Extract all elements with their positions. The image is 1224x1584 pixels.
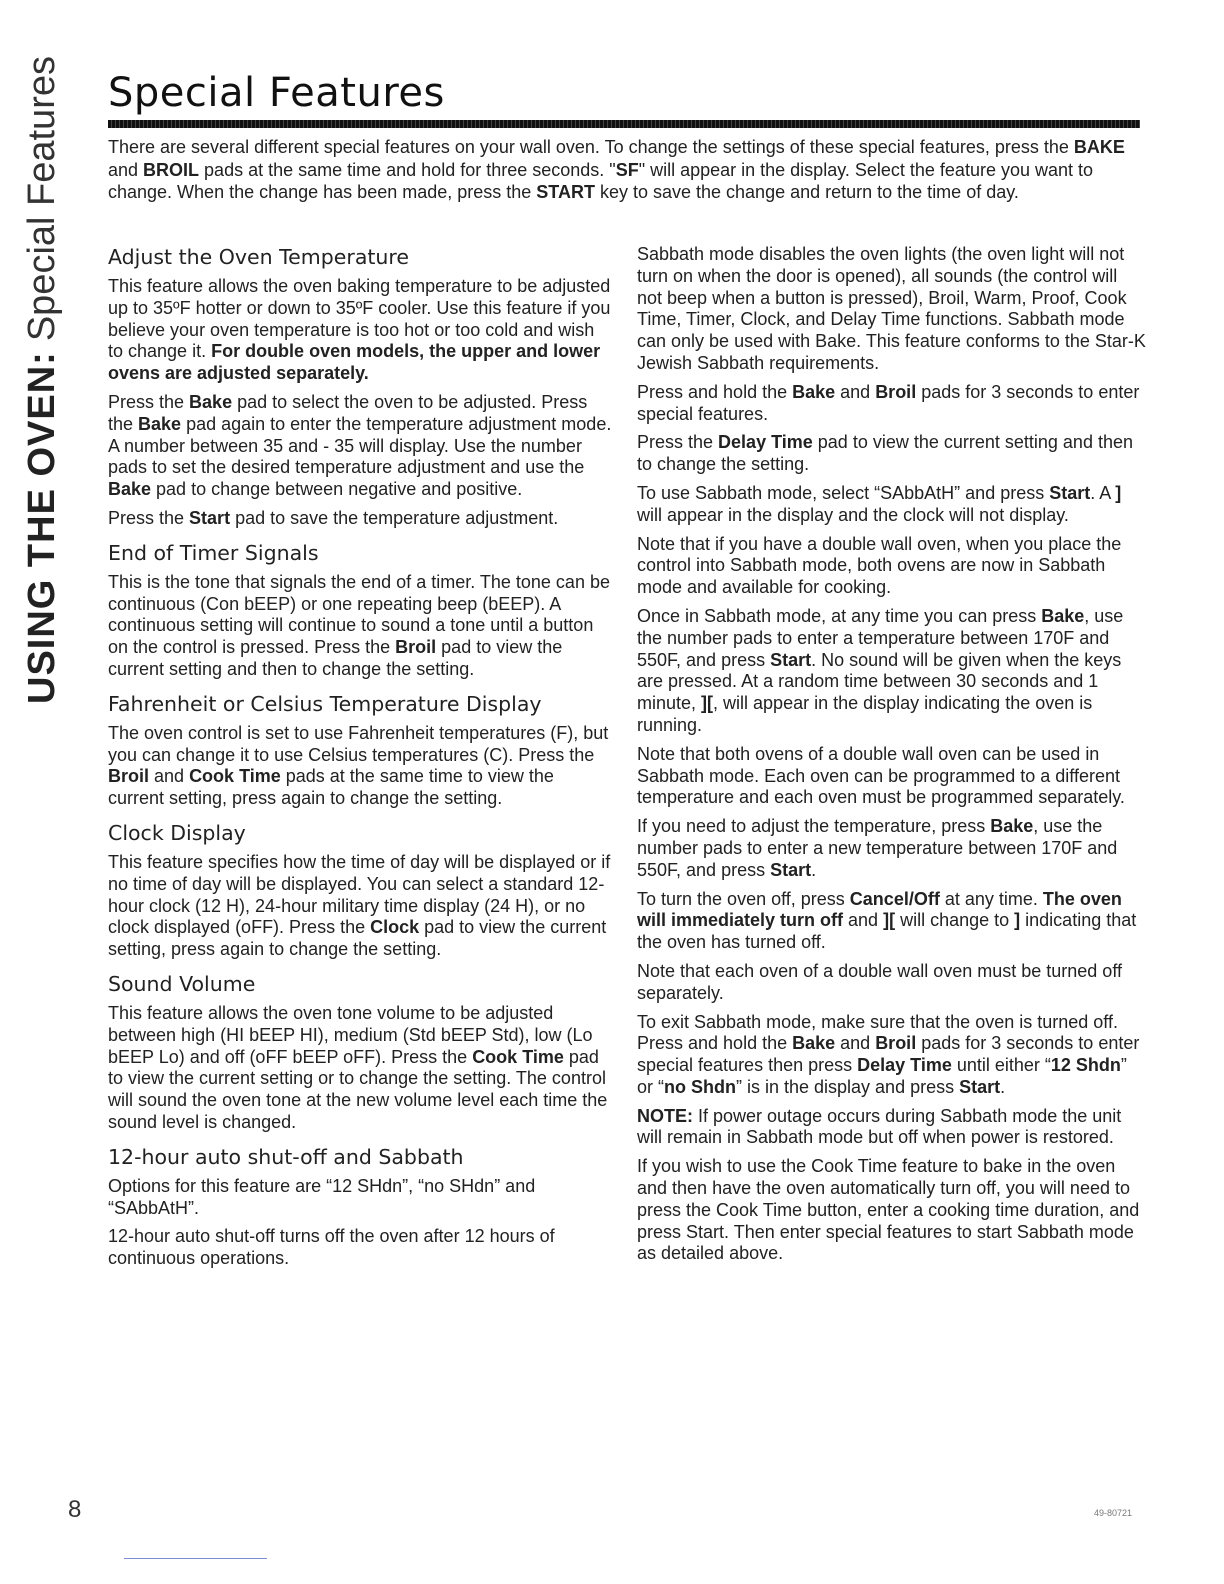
side-tab-label <box>12 55 72 705</box>
sabbath-paragraph-6: Once in Sabbath mode, at any time you can press Bake, use the number pads to enter a temperature between 170F and 550F, and press Start. No sound will be given when the keys are pressed. At a random time between 30 seconds and 1 minute, ][, will appear in the display indicating the oven is running. <box>637 605 1124 735</box>
sabbath-paragraph-4: To use Sabbath mode, select “SAbbAtH” and press Start. A ] will appear in the display and the clock will not display. <box>637 482 1122 525</box>
footer-line <box>124 1558 267 1559</box>
sound-paragraph: This feature allows the oven tone volume to be adjusted between high (HI bEEP HI), medium (Std bEEP Std), low (Lo bEEP Lo) and off (oFF bEEP oFF). Press the Cook Time pad to view the current setting or to change the setting. The control will sound the oven tone at the new volume level each time the sound level is changed. <box>108 1002 608 1132</box>
adjust-paragraph-2: Press the Bake pad to select the oven to be adjusted. Press the Bake pad again to enter the temperature adjustment mode. A number between 35 and - 35 will display. Use the number pads to set the desired temperature adjustment and use the Bake pad to change between negative and positive. <box>108 391 612 500</box>
adjust-paragraph-1: This feature allows the oven baking temperature to be adjusted up to 35ºF hotter or down to 35ºF cooler. Use this feature if you believe your oven temperature is too hot or too cold and wish to change it. For double oven models, the upper and lower ovens are adjusted separately. <box>108 276 611 384</box>
page-title: Special Features <box>108 70 445 116</box>
sabbath-note: NOTE: If power outage occurs during Sabbath mode the unit will remain in Sabbath mode but off when power is restored. <box>637 1105 1122 1148</box>
sabbath-paragraph-10: Note that each oven of a double wall oven must be turned off separately. <box>637 960 1122 1003</box>
sabbath-paragraph-1: Sabbath mode disables the oven lights (the oven light will not turn on when the door is opened), all sounds (the control will not beep when a button is pressed), Broil, Warm, Proof, Cook Time, Timer, Clock, and Delay Time functions. Sabbath mode can only be used with Bake. This feature conforms to the Star-K Jewish Sabbath requirements. <box>637 244 1146 373</box>
sabbath-paragraph-5: Note that if you have a double wall oven, when you place the control into Sabbath mode, both ovens are now in Sabbath mode and available for cooking. <box>637 533 1122 598</box>
side-tab-light: Special Features <box>20 56 63 342</box>
sabbath-paragraph-2: Press and hold the Bake and Broil pads for 3 seconds to enter special features. <box>637 381 1140 424</box>
section-heading-auto-shutoff: 12-hour auto shut-off and Sabbath <box>108 1144 464 1169</box>
section-heading-sound-volume: Sound Volume <box>108 971 256 996</box>
sabbath-paragraph-8: If you need to adjust the temperature, press Bake, use the number pads to enter a new temperature between 170F and 550F, and press Start. <box>637 816 1118 880</box>
section-heading-clock-display: Clock Display <box>108 820 246 845</box>
clock-paragraph: This feature specifies how the time of day will be displayed or if no time of day will be displayed. You can select a standard 12-hour clock (12 H), 24-hour military time display (24 H), or no clock displayed (oFF). Press the Clock pad to view the current setting, press again to change the setting. <box>108 851 611 960</box>
intro-paragraph: There are several different special features on your wall oven. To change the settings of these special features, press the BAKE and BROIL pads at the same time and hold for three seconds. "SF" will appear in the display. Select the feature you want to change. When the change has been made, press the START key to save the change and return to the time of day. <box>108 137 1125 202</box>
sabbath-paragraph-13: If you wish to use the Cook Time feature to bake in the oven and then have the oven automatically turn off, you will need to press the Cook Time button, enter a cooking time duration, and press Start. Then enter special features to start Sabbath mode as detailed above. <box>637 1156 1140 1264</box>
sabbath-paragraph-3: Press the Delay Time pad to view the current setting and then to change the setting. <box>637 432 1133 475</box>
section-heading-adjust-temperature: Adjust the Oven Temperature <box>108 245 410 269</box>
sabbath-paragraph-11: To exit Sabbath mode, make sure that the oven is turned off. Press and hold the Bake and Broil pads for 3 seconds to enter special features then press Delay Time until either “12 Shdn” or “no Shdn” is in the display and press Start. <box>637 1011 1140 1097</box>
section-heading-temperature-display: Fahrenheit or Celsius Temperature Display <box>108 691 542 716</box>
autoshutoff-paragraph-1: Options for this feature are “12 SHdn”, “no SHdn” and “SAbbAtH”. <box>108 1175 536 1218</box>
page-number: 8 <box>68 1496 82 1523</box>
sabbath-paragraph-7: Note that both ovens of a double wall oven can be used in Sabbath mode. Each oven can be programmed to a different temperature and each oven must be programmed separately. <box>637 743 1125 808</box>
section-side-tab <box>12 55 72 705</box>
title-divider <box>108 120 1140 128</box>
section-heading-timer-signals: End of Timer Signals <box>108 540 319 565</box>
left-column <box>108 244 613 1277</box>
sabbath-paragraph-9: To turn the oven off, press Cancel/Off at any time. The oven will immediately turn off and ][ will change to ] indicating that the oven has turned off. <box>637 888 1137 953</box>
right-column <box>637 244 1147 1272</box>
fahrenheit-paragraph: The oven control is set to use Fahrenheit temperatures (F), but you can change it to use Celsius temperatures (C). Press the Broil and Cook Time pads at the same time to view the current setting, press again to change the setting. <box>108 722 609 809</box>
side-tab-strong: USING THE OVEN: <box>20 351 63 704</box>
adjust-paragraph-3: Press the Start pad to save the temperature adjustment. <box>108 507 559 528</box>
timer-paragraph: This is the tone that signals the end of a timer. The tone can be continuous (Con bEEP) or one repeating beep (bEEP). A continuous setting will continue to sound a tone until a button on the control is pressed. Press the Broil pad to view the current setting and then to change the setting. <box>108 571 610 679</box>
document-code: 49-80721 <box>1094 1508 1133 1518</box>
autoshutoff-paragraph-2: 12-hour auto shut-off turns off the oven after 12 hours of continuous operations. <box>108 1226 555 1269</box>
